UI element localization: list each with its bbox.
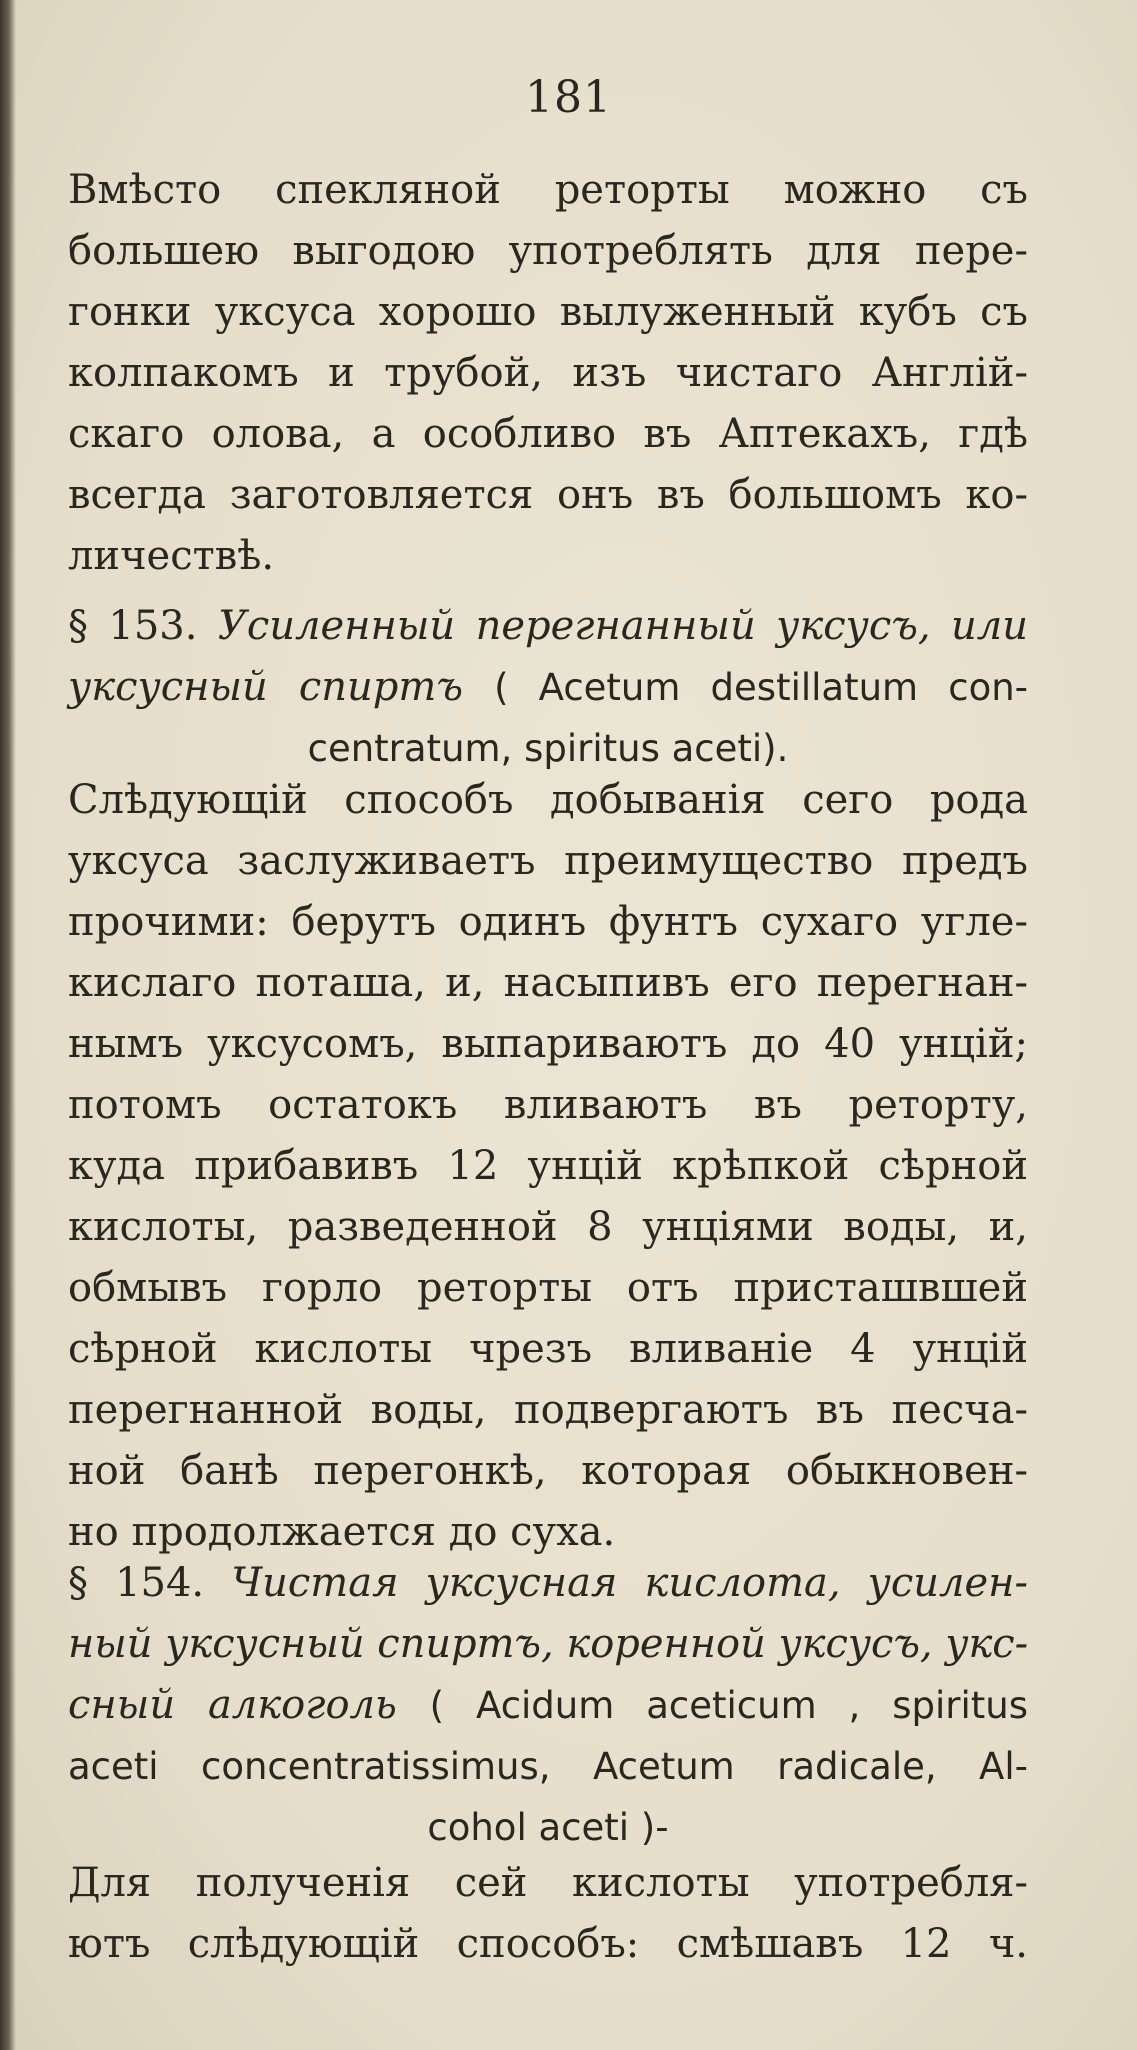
latin-name: ( Acidum aceticum , spiritus <box>429 1684 1028 1727</box>
paragraph-2 <box>68 770 1028 1563</box>
paragraph-1 <box>68 160 1028 587</box>
text-line: личествѣ. <box>68 533 275 579</box>
latin-name: cohol aceti )- <box>427 1806 669 1849</box>
text-line: уксуса заслуживаетъ преимущество предъ <box>68 838 1028 884</box>
section-title: сный алкоголь <box>68 1682 397 1728</box>
text-line: гонки уксуса хорошо вылуженный кубъ съ <box>68 289 1028 335</box>
text-line: куда прибавивъ 12 унцій крѣпкой сѣрной <box>68 1143 1028 1189</box>
section-title: Чистая уксусная кислота, усилен- <box>231 1560 1029 1606</box>
text-line: обмывъ горло реторты отъ присташвшей <box>68 1265 1028 1311</box>
section-153-heading <box>68 596 1028 779</box>
latin-name: centratum, spiritus aceti). <box>307 727 789 770</box>
section-number: § 154. <box>68 1560 205 1606</box>
text-line: Вмѣсто спекляной реторты можно съ <box>68 167 1028 213</box>
text-line: нымъ уксусомъ, выпариваютъ до 40 унцій; <box>68 1021 1028 1067</box>
text-line: кислаго поташа, и, насыпивъ его перегнан- <box>68 960 1028 1006</box>
text-line: перегнанной воды, подвергаютъ въ песча- <box>68 1387 1028 1433</box>
text-line: ютъ слѣдующій способъ: смѣшавъ 12 ч. <box>68 1921 1028 1967</box>
text-line: всегда заготовляется онъ въ большомъ ко- <box>68 472 1028 518</box>
text-line: ной банѣ перегонкѣ, которая обыкновен- <box>68 1448 1028 1494</box>
text-line: Слѣдующій способъ добыванія сего рода <box>68 777 1028 823</box>
text-line: колпакомъ и трубой, изъ чистаго Англій- <box>68 350 1028 396</box>
text-line: сѣрной кислоты чрезъ вливаніе 4 унцій <box>68 1326 1028 1372</box>
section-title: уксусный спиртъ <box>68 664 463 710</box>
text-line: прочими: берутъ одинъ фунтъ сухаго угле- <box>68 899 1028 945</box>
page-number: 181 <box>525 72 612 123</box>
text-line: кислоты, разведенной 8 унціями воды, и, <box>68 1204 1028 1250</box>
text-line: потомъ остатокъ вливаютъ въ реторту, <box>68 1082 1028 1128</box>
text-line: большею выгодою употреблять для пере- <box>68 228 1028 274</box>
latin-name: ( Acetum destillatum con- <box>494 666 1029 709</box>
paragraph-3 <box>68 1853 1028 1975</box>
text-line: скаго олова, а особливо въ Аптекахъ, гдѣ <box>68 411 1028 457</box>
section-154-heading <box>68 1553 1028 1858</box>
text-line: но продолжается до суха. <box>68 1509 616 1555</box>
section-title: Усиленный перегнанный уксусъ, или <box>217 603 1029 649</box>
book-binding-shadow <box>0 0 16 2050</box>
latin-name: aceti concentratissimus, Acetum radicale, Al- <box>68 1745 1028 1788</box>
section-title: ный уксусный спиртъ, коренной уксусъ, укс- <box>68 1621 1029 1667</box>
section-number: § 153. <box>68 603 198 649</box>
text-line: Для полученія сей кислоты употребля- <box>68 1860 1028 1906</box>
